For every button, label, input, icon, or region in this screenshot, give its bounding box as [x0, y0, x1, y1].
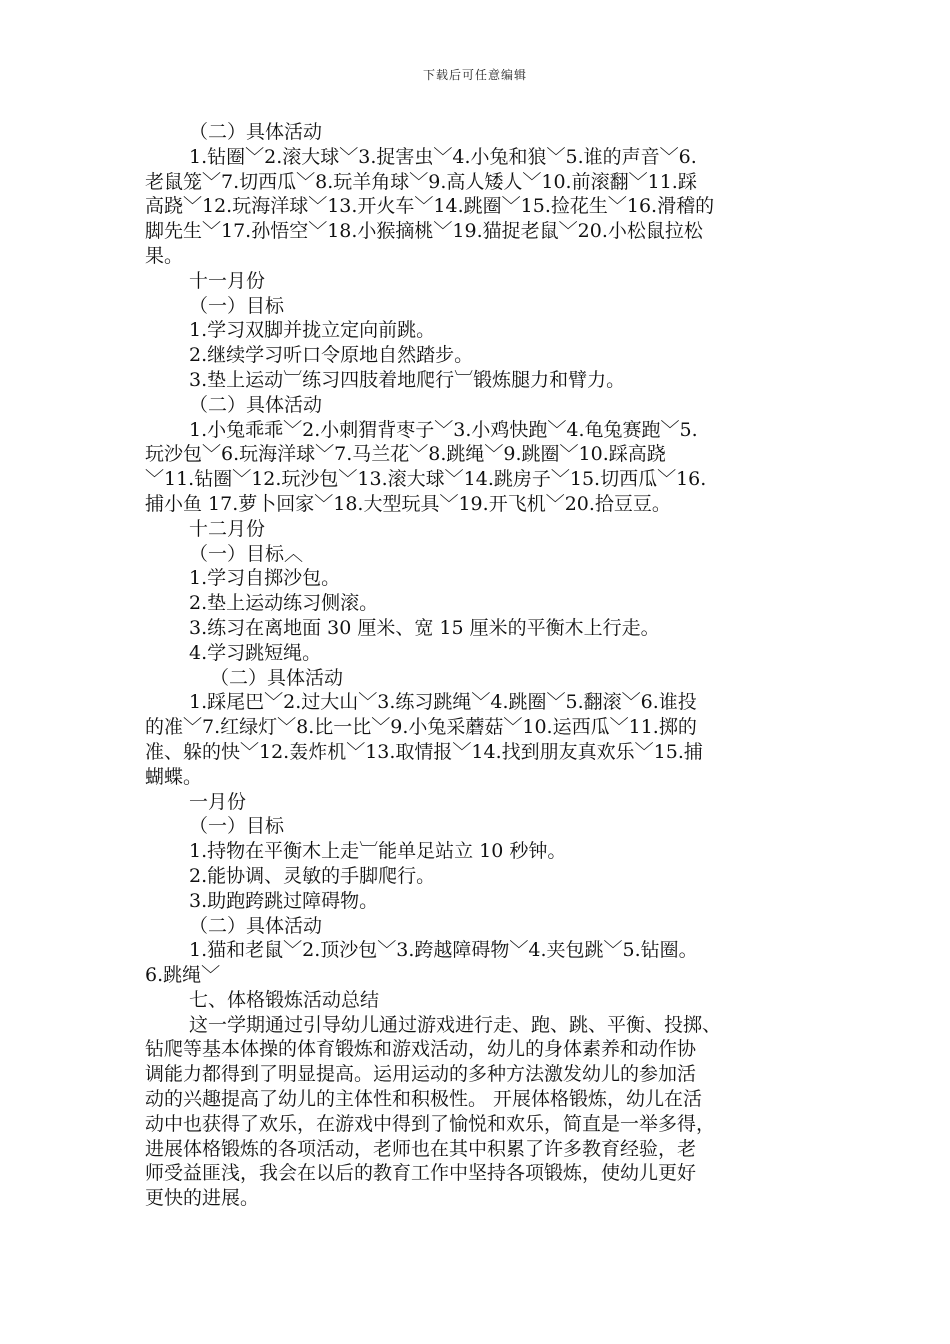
- text-line: 1.学习双脚并拢立定向前跳。: [189, 319, 436, 342]
- text-line: 动中也获得了欢乐，在游戏中得到了愉悦和欢乐，简直是一举多得，: [145, 1112, 716, 1135]
- text-line: 更快的进展。: [145, 1187, 260, 1210]
- text-line: 1.踩尾巴﹀2.过大山﹀3.练习跳绳﹀4.跳圈﹀5.翻滚﹀6.谁投: [189, 691, 697, 714]
- text-line: 4.学习跳短绳。: [189, 641, 322, 664]
- text-line: （二）具体活动: [189, 393, 323, 416]
- text-line: 2.继续学习听口令原地自然踏步。: [189, 344, 474, 367]
- text-line: ﹀11.钻圈﹀12.玩沙包﹀13.滚大球﹀14.跳房子﹀15.切西瓜﹀16.: [145, 468, 707, 491]
- text-line: 钻爬等基本体操的体育锻炼和游戏活动，幼儿的身体素养和动作协: [145, 1038, 697, 1061]
- text-line: 果。: [145, 244, 184, 267]
- text-line: 这一学期通过引导幼儿通过游戏进行走、跑、跳、平衡、投掷、: [189, 1013, 722, 1036]
- text-line: 1.持物在平衡木上走︺能单足站立 10 秒钟。: [189, 840, 567, 863]
- text-line: 一月份: [189, 790, 247, 813]
- text-line: 蝴蝶。: [145, 765, 203, 788]
- text-line: 调能力都得到了明显提高。运用运动的多种方法激发幼儿的参加活: [145, 1063, 697, 1086]
- text-line: 脚先生﹀17.孙悟空﹀18.小猴摘桃﹀19.猫捉老鼠﹀20.小松鼠拉松: [145, 220, 703, 243]
- text-line: 十二月份: [189, 517, 266, 540]
- text-line: 进展体格锻炼的各项活动，老师也在其中积累了许多教育经验，老: [145, 1137, 697, 1160]
- document-body: [145, 120, 805, 1211]
- text-line: 七、体格锻炼活动总结: [189, 988, 380, 1011]
- text-line: 2.垫上运动练习侧滚。: [189, 592, 379, 615]
- text-line: （一）目标: [189, 815, 285, 838]
- text-line: 十一月份: [189, 269, 266, 292]
- text-line: 1.小兔乖乖﹀2.小刺猬背枣子﹀3.小鸡快跑﹀4.龟兔赛跑﹀5.: [189, 418, 698, 441]
- text-line: 3.助跑跨跳过障碍物。: [189, 889, 379, 912]
- text-line: （二）具体活动: [189, 914, 323, 937]
- text-line: 老鼠笼﹀7.切西瓜﹀8.玩羊角球﹀9.高人矮人﹀10.前滚翻﹀11.踩: [145, 170, 697, 193]
- text-line: 2.能协调、灵敏的手脚爬行。: [189, 864, 436, 887]
- text-line: （一）目标︿: [189, 542, 304, 565]
- text-line: 6.跳绳﹀: [145, 964, 221, 987]
- text-line: 1.学习自掷沙包。: [189, 567, 341, 590]
- text-line: 捕小鱼 17.萝卜回家﹀18.大型玩具﹀19.开飞机﹀20.拾豆豆。: [145, 492, 671, 515]
- text-line: 3.垫上运动︺练习四肢着地爬行︺锻炼腿力和臂力。: [189, 368, 626, 391]
- text-line: （二）具体活动: [189, 121, 323, 143]
- text-line: 准、躲的快﹀12.轰炸机﹀13.取情报﹀14.找到朋友真欢乐﹀15.捕: [145, 740, 703, 763]
- text-line: 玩沙包﹀6.玩海洋球﹀7.马兰花﹀8.跳绳﹀9.跳圈﹀10.踩高跷: [145, 443, 666, 466]
- text-line: 3.练习在离地面 30 厘米、宽 15 厘米的平衡木上行走。: [189, 616, 660, 639]
- text-line: 1.猫和老鼠﹀2.顶沙包﹀3.跨越障碍物﹀4.夹包跳﹀5.钻圈。: [189, 939, 698, 962]
- text-line: 1.钻圈﹀2.滚大球﹀3.捉害虫﹀4.小兔和狼﹀5.谁的声音﹀6.: [189, 145, 697, 168]
- text-line: 的准﹀7.红绿灯﹀8.比一比﹀9.小兔采蘑菇﹀10.运西瓜﹀11.掷的: [145, 716, 697, 739]
- text-line: 师受益匪浅，我会在以后的教育工作中坚持各项锻炼，使幼儿更好: [145, 1162, 697, 1185]
- text-line: 动的兴趣提高了幼儿的主体性和积极性。 开展体格锻炼，幼儿在活: [145, 1088, 703, 1111]
- page-header: 下载后可任意编辑: [422, 68, 527, 82]
- text-line: （一）目标: [189, 294, 285, 317]
- text-line: 高跷﹀12.玩海洋球﹀13.开火车﹀14.跳圈﹀15.捡花生﹀16.滑稽的: [145, 195, 715, 218]
- text-line: （二）具体活动: [210, 666, 344, 689]
